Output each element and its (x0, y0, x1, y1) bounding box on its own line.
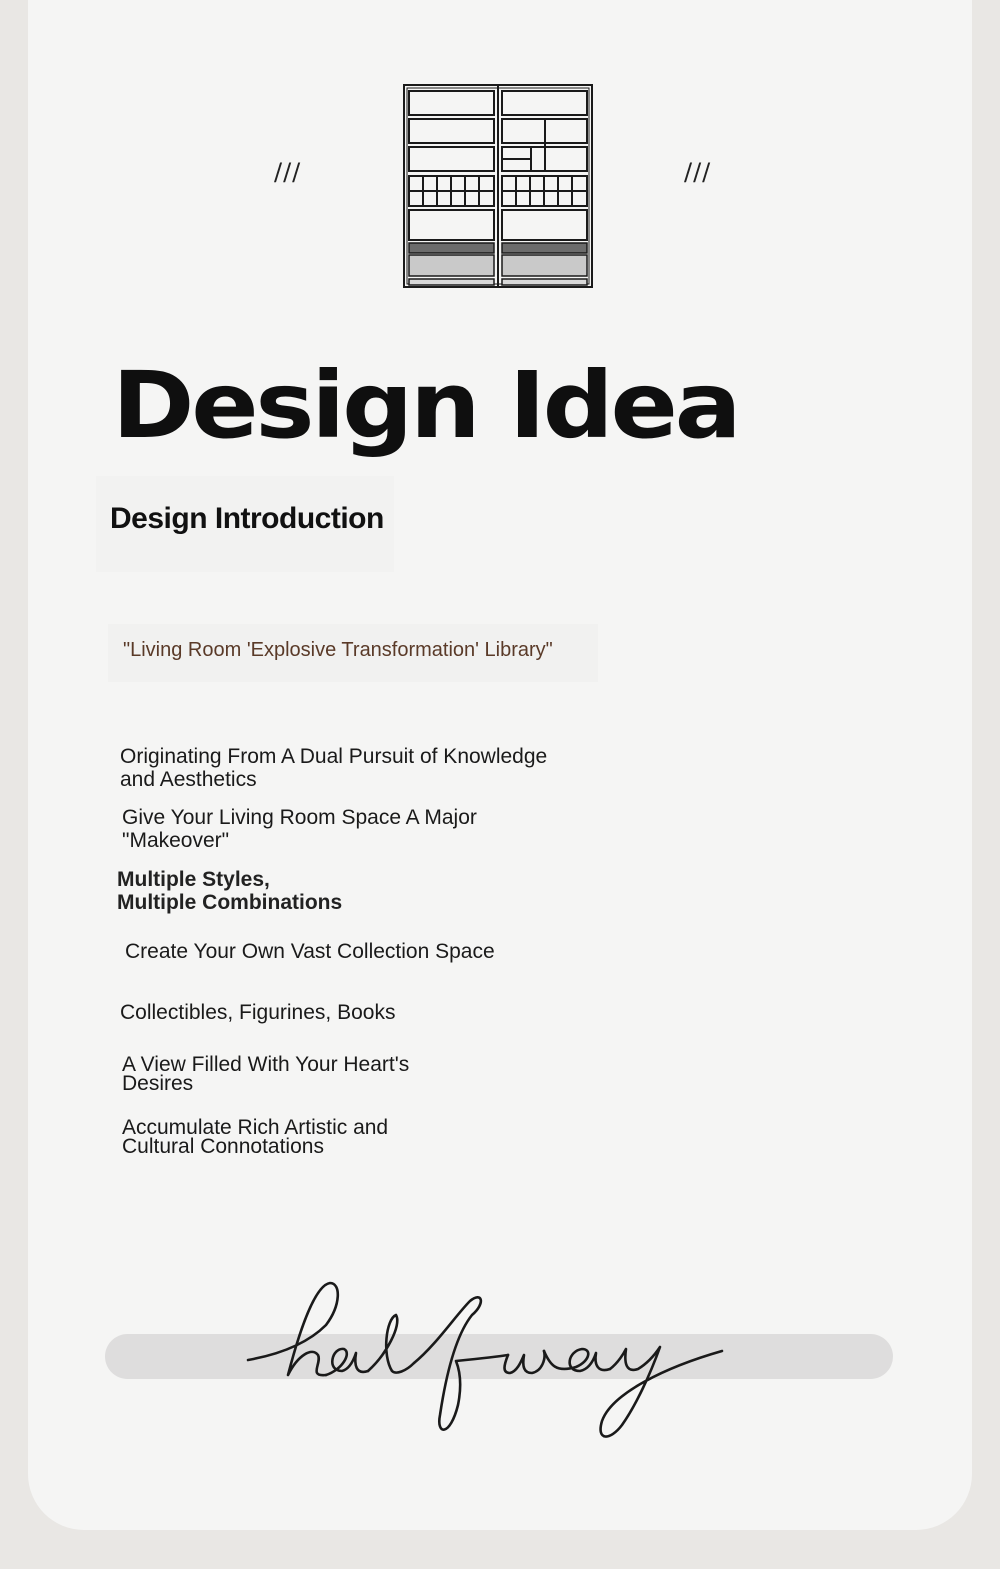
bookshelf-icon (403, 84, 593, 288)
feature-item-collection-space: Create Your Own Vast Collection Space (125, 940, 495, 963)
decorative-slashes-right: /// (684, 158, 712, 186)
page-title: Design Idea (112, 352, 739, 459)
feature-item-makeover: Give Your Living Room Space A Major "Makeover" (122, 806, 477, 852)
signature-halfway (246, 1275, 726, 1445)
content-card (28, 0, 972, 1530)
section-heading: Design Introduction (110, 502, 384, 535)
feature-item-styles: Multiple Styles, Multiple Combinations (117, 868, 343, 914)
decorative-slashes-left: /// (274, 158, 302, 186)
feature-item-collectibles: Collectibles, Figurines, Books (120, 1001, 396, 1024)
quote-text: "Living Room 'Explosive Transformation' Library" (123, 639, 553, 661)
feature-item-culture: Accumulate Rich Artistic and Cultural Connotations (122, 1116, 389, 1158)
feature-item-knowledge: Originating From A Dual Pursuit of Knowledge and Aesthetics (120, 745, 548, 791)
feature-item-view: A View Filled With Your Heart's Desires (122, 1053, 410, 1095)
